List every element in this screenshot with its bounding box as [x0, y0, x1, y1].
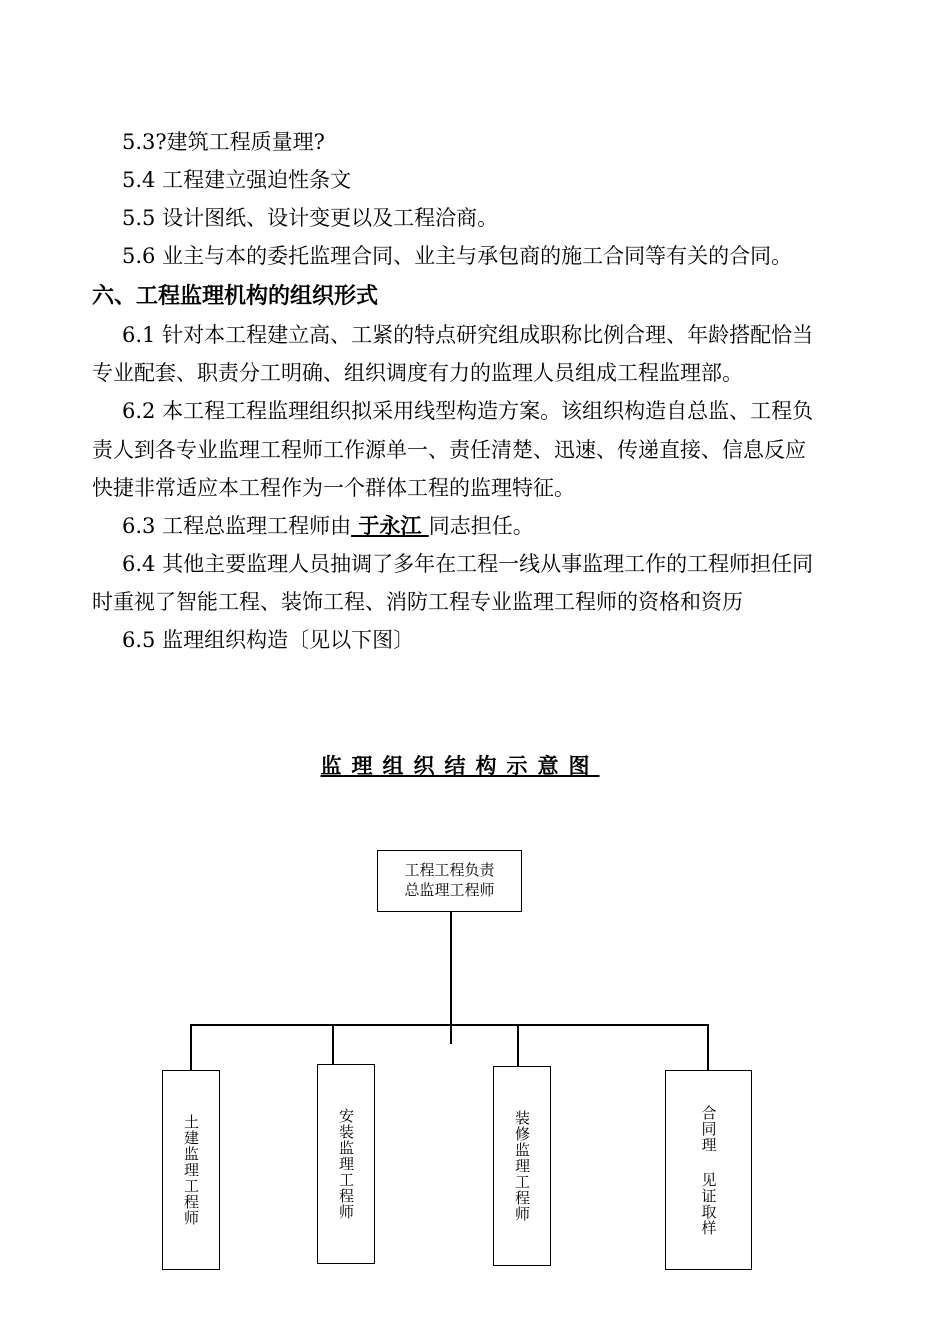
connector-horizontal [190, 1024, 709, 1026]
paragraph-5-5: 5.5 设计图纸、设计变更以及工程洽商。 [122, 206, 499, 230]
paragraph-6-2-line2: 责人到各专业监理工程师工作源单一、责任清楚、迅速、传递直接、信息反应 [92, 438, 806, 462]
org-chart-child-1: 土建监理工程师 [162, 1070, 220, 1270]
supervisor-name: 于永江 [351, 514, 429, 538]
top-box-line1: 工程工程负责 [404, 861, 495, 879]
paragraph-5-3: 5.3?建筑工程质量理? [122, 130, 325, 154]
section-6-heading: 六、工程监理机构的组织形式 [92, 284, 379, 309]
connector-drop-4 [707, 1024, 709, 1070]
paragraph-5-6: 5.6 业主与本的委托监理合同、业主与承包商的施工合同等有关的合同。 [122, 244, 793, 268]
paragraph-6-1-line1: 6.1 针对本工程建立高、工紧的特点研究组成职称比例合理、年龄搭配恰当 [122, 323, 814, 347]
org-chart-child-3: 装修监理工程师 [493, 1066, 551, 1266]
paragraph-6-2-line1: 6.2 本工程工程监理组织拟采用线型构造方案。该组织构造自总监、工程负 [122, 399, 814, 423]
connector-drop-1 [190, 1024, 192, 1071]
paragraph-6-4-line1: 6.4 其他主要监理人员抽调了多年在工程一线从事监理工作的工程师担任同 [122, 552, 814, 576]
connector-drop-2 [332, 1024, 334, 1064]
org-chart-child-2: 安装监理工程师 [317, 1064, 375, 1264]
org-chart-top-box [377, 850, 522, 912]
paragraph-6-5: 6.5 监理组织构造〔见以下图〕 [122, 628, 415, 652]
top-box-line2: 总监理工程师 [404, 881, 495, 899]
paragraph-6-3 [122, 512, 534, 540]
org-chart-child-4: 合同理 见证取样 [665, 1070, 752, 1270]
paragraph-5-4: 5.4 工程建立强迫性条文 [122, 168, 352, 192]
org-chart-title: 监理组织结构示意图 [320, 754, 600, 778]
paragraph-6-3-suffix: 同志担任。 [428, 514, 534, 538]
paragraph-6-3-prefix: 6.3 工程总监理工程师由 [122, 514, 352, 538]
paragraph-6-4-line2: 时重视了智能工程、装饰工程、消防工程专业监理工程师的资格和资历 [92, 590, 743, 614]
paragraph-6-2-line3: 快捷非常适应本工程作为一个群体工程的监理特征。 [92, 476, 575, 500]
connector-drop-3 [517, 1024, 519, 1066]
paragraph-6-1-line2: 专业配套、职责分工明确、组织调度有力的监理人员组成工程监理部。 [92, 361, 743, 385]
